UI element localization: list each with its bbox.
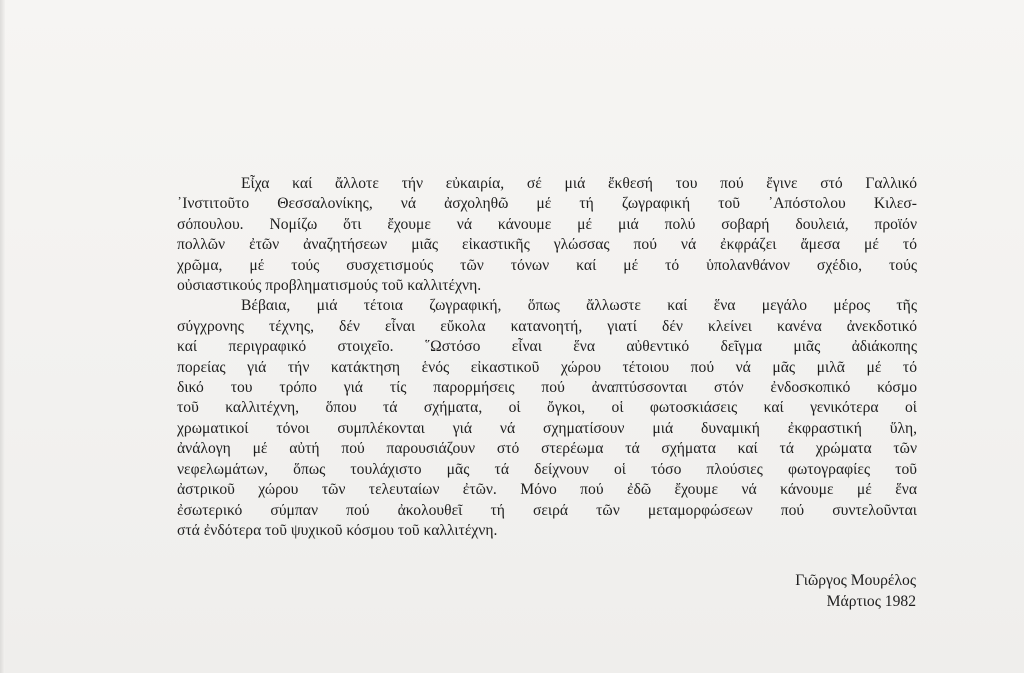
text-line: στά ἐνδότερα τοῦ ψυχικοῦ κόσμου τοῦ καλλιτέχνη. bbox=[177, 521, 498, 539]
text-line: ᾿Ινστιτοῦτο Θεσσαλονίκης, νά ἀσχοληθῶ μέ τή ζωγραφική τοῦ ᾿Απόστολου Κιλεσ- bbox=[177, 195, 917, 213]
paragraph-1 bbox=[177, 174, 917, 296]
signature-date: Μάρτιος 1982 bbox=[826, 593, 916, 610]
text-line: Εἶχα καί ἄλλοτε τήν εὐκαιρία, σέ μιά ἔκθεσή του πού ἔγινε στό Γαλλικό bbox=[241, 175, 917, 192]
page-edge-shadow bbox=[0, 0, 5, 673]
text-line: σόπουλου. Νομίζω ὅτι ἔχουμε νά κάνουμε μέ μιά πολύ σοβαρή δουλειά, προϊόν bbox=[177, 215, 917, 233]
body-text bbox=[177, 174, 917, 541]
text-line: νεφελωμάτων, ὅπως τουλάχιστο μᾶς τά δείχνουν οἱ τόσο πλούσιες φωτογραφίες τοῦ bbox=[177, 460, 917, 478]
text-line: ἀστρικοῦ χώρου τῶν τελευταίων ἐτῶν. Μόνο πού ἐδῶ ἔχουμε νά κάνουμε μέ ἕνα bbox=[177, 481, 917, 499]
text-line: ἐσωτερικό σύμπαν πού ἀκολουθεῖ τή σειρά τῶν μεταμορφώσεων πού συντελοῦνται bbox=[177, 501, 917, 519]
paragraph-2 bbox=[177, 296, 917, 541]
text-line: ἀνάλογη μέ αὐτή πού παρουσιάζουν στό στερέωμα τά σχήματα καί τά χρώματα τῶν bbox=[177, 440, 917, 458]
text-line: χρωματικοί τόνοι συμπλέκονται γιά νά σχηματίσουν μιά δυναμική ἐκφραστική ὕλη, bbox=[177, 419, 917, 437]
text-line: τοῦ καλλιτέχνη, ὅπου τά σχήματα, οἱ ὄγκοι, οἱ φωτοσκιάσεις καί γενικότερα οἱ bbox=[177, 399, 917, 417]
text-line: δικό του τρόπο γιά τίς παρορμήσεις πού ἀναπτύσσονται στόν ἐνδοσκοπικό κόσμο bbox=[177, 379, 917, 397]
text-line: σύγχρονης τέχνης, δέν εἶναι εὔκολα κατανοητή, γιατί δέν κλείνει κανένα ἀνεκδοτικό bbox=[177, 317, 917, 335]
text-line: οὐσιαστικούς προβληματισμούς τοῦ καλλιτέχνη. bbox=[177, 277, 482, 295]
text-line: πορείας γιά τήν κατάκτηση ἑνός εἰκαστικοῦ χώρου τέτοιου πού νά μᾶς μιλᾶ μέ τό bbox=[177, 358, 917, 376]
text-line: πολλῶν ἐτῶν ἀναζητήσεων μιᾶς εἰκαστικῆς γλώσσας πού νά ἐκφράζει ἄμεσα μέ τό bbox=[177, 236, 917, 254]
text-line: Βέβαια, μιά τέτοια ζωγραφική, ὅπως ἄλλωστε καί ἕνα μεγάλο μέρος τῆς bbox=[241, 297, 917, 315]
text-line: χρῶμα, μέ τούς συσχετισμούς τῶν τόνων καί μέ τό ὑπολανθάνον σχέδιο, τούς bbox=[177, 256, 917, 274]
text-line: καί περιγραφικό στοιχεῖο. ῞Ωστόσο εἶναι ἕνα αὐθεντικό δεῖγμα μιᾶς ἀδιάκοπης bbox=[177, 338, 917, 356]
signature-block bbox=[795, 570, 916, 612]
author-name: Γιῶργος Μουρέλος bbox=[795, 572, 916, 589]
